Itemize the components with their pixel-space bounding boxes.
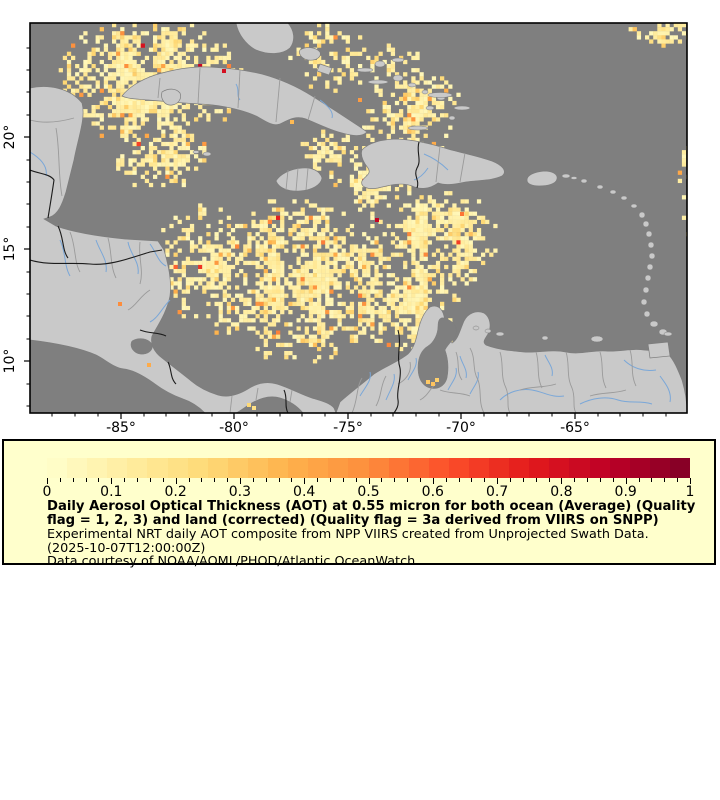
colorbar-tick: [189, 478, 190, 482]
colorbar-tick: [639, 478, 640, 482]
colorbar-tick-label: 1: [685, 484, 695, 500]
colorbar-tick: [651, 478, 652, 482]
colorbar-tick: [587, 478, 588, 482]
colorbar-segment: [590, 458, 610, 478]
colorbar-tick: [677, 478, 678, 482]
colorbar-tick: [73, 478, 74, 482]
colorbar-tick: [536, 478, 537, 482]
colorbar: [47, 458, 690, 478]
colorbar-tick: [330, 478, 331, 482]
colorbar-tick-label: 0.5: [357, 484, 380, 500]
colorbar-segment: [188, 458, 208, 478]
legend-timestamp: (2025-10-07T12:00:00Z): [47, 540, 206, 556]
colorbar-segment: [268, 458, 288, 478]
colorbar-tick: [549, 478, 550, 482]
colorbar-tick: [664, 478, 665, 482]
legend-title: Daily Aerosol Optical Thickness (AOT) at 0.55 micron for both ocean (Average) (Quality flag = 1, 2, 3) and land (corrected) (Quality flag = 3a derived from VIIRS on SNPP): [47, 499, 696, 529]
colorbar-tick: [394, 478, 395, 482]
colorbar-tick-label: 0.7: [485, 484, 509, 500]
colorbar-tick: [163, 478, 164, 482]
colorbar-tick: [407, 478, 408, 482]
legend-credit: Data courtesy of NOAA/AOML/PHOD/Atlantic OceanWatch: [47, 553, 416, 569]
colorbar-tick-label: 0.4: [293, 484, 316, 500]
svg-text:-75°: -75°: [333, 420, 363, 436]
colorbar-tick: [420, 478, 421, 482]
colorbar-segment: [469, 458, 489, 478]
colorbar-tick: [266, 478, 267, 482]
x-axis-labels: [106, 420, 590, 436]
colorbar-tick: [574, 478, 575, 482]
colorbar-tick: [227, 478, 228, 482]
colorbar-tick: [510, 478, 511, 482]
colorbar-segment: [449, 458, 469, 478]
colorbar-tick: [291, 478, 292, 482]
colorbar-tick: [471, 478, 472, 482]
colorbar-segment: [168, 458, 188, 478]
svg-text:-85°: -85°: [106, 420, 136, 436]
legend-text: [47, 500, 697, 568]
legend-subtitle: Experimental NRT daily AOT composite from NPP VIIRS created from Unprojected Swath Data.: [47, 527, 649, 543]
svg-text:-80°: -80°: [219, 420, 249, 436]
colorbar-segment: [208, 458, 228, 478]
colorbar-segment: [670, 458, 690, 478]
colorbar-tick: [459, 478, 460, 482]
colorbar-segment: [107, 458, 127, 478]
colorbar-tick: [201, 478, 202, 482]
colorbar-segment: [87, 458, 107, 478]
colorbar-segment: [127, 458, 147, 478]
colorbar-tick: [343, 478, 344, 482]
colorbar-tick: [279, 478, 280, 482]
colorbar-tick-labels: [42, 484, 695, 500]
colorbar-tick: [613, 478, 614, 482]
colorbar-segment: [147, 458, 167, 478]
colorbar-segment: [650, 458, 670, 478]
colorbar-tick-label: 0.2: [164, 484, 187, 500]
colorbar-segment: [369, 458, 389, 478]
colorbar-tick: [98, 478, 99, 482]
colorbar-segment: [348, 458, 368, 478]
colorbar-tick: [600, 478, 601, 482]
svg-text:20°: 20°: [2, 124, 18, 150]
colorbar-segment: [529, 458, 549, 478]
colorbar-segment: [509, 458, 529, 478]
colorbar-segment: [328, 458, 348, 478]
y-axis-labels: [2, 125, 18, 374]
colorbar-tick: [253, 478, 254, 482]
colorbar-tick: [60, 478, 61, 482]
colorbar-tick-label: 0.9: [614, 484, 637, 500]
colorbar-tick: [523, 478, 524, 482]
colorbar-tick: [446, 478, 447, 482]
colorbar-tick: [356, 478, 357, 482]
colorbar-tick: [86, 478, 87, 482]
colorbar-segment: [308, 458, 328, 478]
legend-box: [2, 439, 716, 569]
colorbar-tick: [137, 478, 138, 482]
colorbar-tick-label: 0.3: [228, 484, 252, 500]
colorbar-segment: [610, 458, 630, 478]
svg-text:-70°: -70°: [446, 420, 476, 436]
colorbar-tick: [214, 478, 215, 482]
colorbar-segment: [549, 458, 569, 478]
colorbar-tick: [124, 478, 125, 482]
colorbar-tick: [381, 478, 382, 482]
colorbar-tick-label: 0.8: [550, 484, 573, 500]
colorbar-tick: [150, 478, 151, 482]
colorbar-segment: [569, 458, 589, 478]
colorbar-segment: [288, 458, 308, 478]
colorbar-segment: [489, 458, 509, 478]
colorbar-tick-label: 0: [42, 484, 52, 500]
colorbar-tick-label: 0.6: [421, 484, 444, 500]
colorbar-tick-label: 0.1: [100, 484, 123, 500]
colorbar-segment: [248, 458, 268, 478]
colorbar-segment: [67, 458, 87, 478]
colorbar-tick: [317, 478, 318, 482]
svg-text:-65°: -65°: [560, 420, 590, 436]
colorbar-segment: [409, 458, 429, 478]
colorbar-segment: [228, 458, 248, 478]
colorbar-tick: [484, 478, 485, 482]
svg-text:15°: 15°: [2, 236, 18, 262]
colorbar-segment: [389, 458, 409, 478]
svg-text:10°: 10°: [2, 348, 18, 374]
colorbar-segment: [47, 458, 67, 478]
colorbar-segment: [630, 458, 650, 478]
colorbar-segment: [429, 458, 449, 478]
